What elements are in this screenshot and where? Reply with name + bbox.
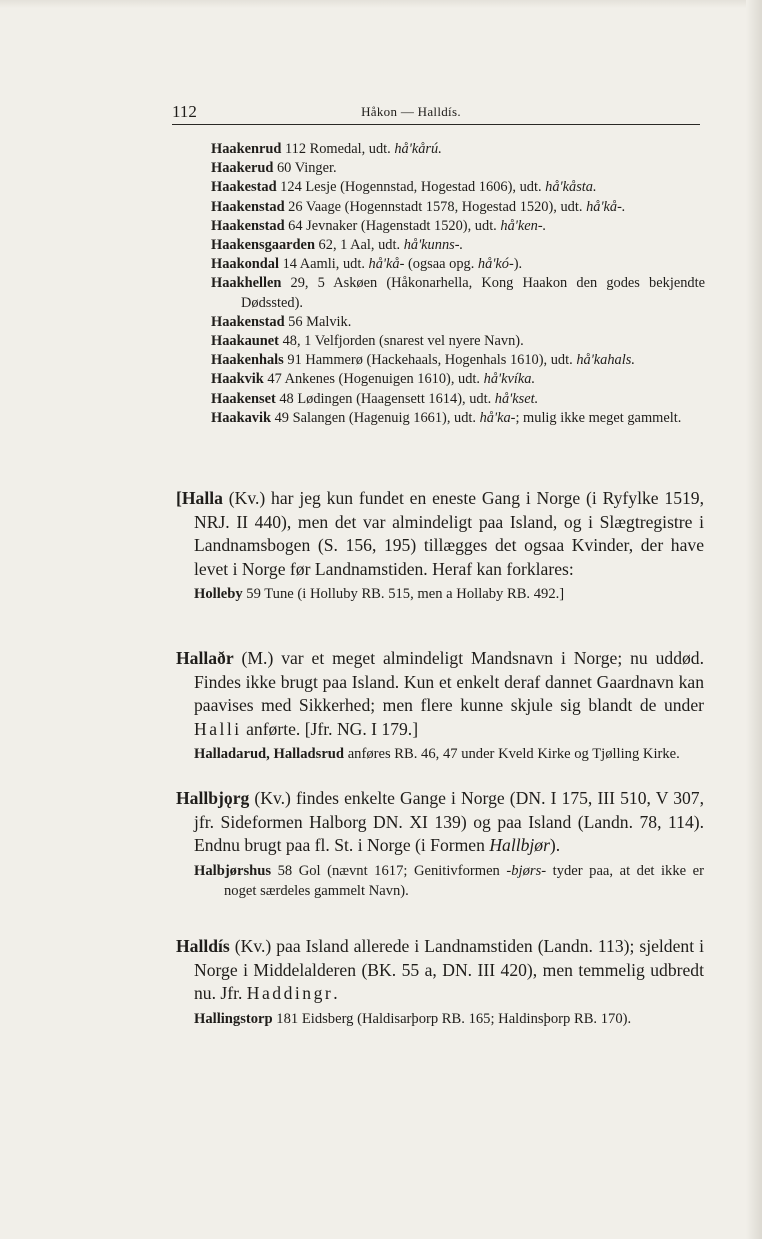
entry-name: Haakvik: [211, 371, 264, 388]
page-number: 112: [172, 102, 197, 121]
headword: Hallbjǫrg: [176, 788, 250, 808]
entry-name: Holleby: [194, 586, 243, 603]
entry: Haakensgaarden 62, 1 Aal, udt. hå'kunns-.: [211, 237, 464, 254]
sub-entry: Holleby 59 Tune (i Holluby RB. 515, men a Hollaby RB. 492.]: [194, 586, 565, 603]
entry-name: Haakaunet: [211, 333, 279, 350]
page-top-edge: [0, 0, 762, 8]
entry: Haakvik 47 Ankenes (Hogenuigen 1610), udt. hå'kvíka.: [211, 371, 536, 388]
entry-name: Haakenhals: [211, 352, 284, 369]
sub-entry: Halbjørshus 58 Gol (nævnt 1617; Genitivformen -bjørs- tyder paa, at det ikke er noget særdeles gammelt Navn).: [194, 862, 704, 899]
entry: Haakavik 49 Salangen (Hagenuig 1661), udt. hå'ka-; mulig ikke meget gammelt.: [211, 409, 682, 426]
entry-name: Hallingstorp: [194, 1010, 273, 1027]
headword: [Halla: [176, 488, 223, 508]
entry: Haakenset 48 Lødingen (Haagensett 1614), udt. hå'kset.: [211, 390, 539, 407]
entry-name: Haakenstad: [211, 217, 285, 234]
entry-name: Haakerud: [211, 160, 274, 177]
article-hallbjorg: Hallbjǫrg (Kv.) findes enkelte Gange i Norge (DN. I 175, III 510, V 307, jfr. Sideformen Halborg DN. XI 139) og paa Island (Landn. 78, 114). Endnu brugt paa fl. St. i Norge (i Formen Hallbjør). Halbjørshus 58 Gol (nævnt 1617; Genitivformen -bjørs- tyder paa, at det ikke er noget særdeles gammelt Navn).: [176, 787, 704, 901]
article-halldis: Halldís (Kv.) paa Island allerede i Landnamstiden (Landn. 113); sjeldent i Norge i Middelalderen (BK. 55 a, DN. III 420), men temmelig udbredt nu. Jfr. Haddingr. Hallingstorp 181 Eidsberg (Haldisarþorp RB. 165; Haldinsþorp RB. 170).: [176, 935, 704, 1030]
entry: Haakerud 60 Vinger.: [211, 160, 337, 177]
entry-name: Halbjørshus: [194, 862, 272, 879]
headword: Hallaðr: [176, 648, 234, 668]
entry-name: Halladarud, Halladsrud: [194, 746, 345, 763]
headword: Halldís: [176, 936, 230, 956]
entry-name: Haakensgaarden: [211, 237, 315, 254]
entry: Haakaunet 48, 1 Velfjorden (snarest vel nyere Navn).: [211, 333, 524, 350]
entry: Haakenhals 91 Hammerø (Hackehaals, Hogenhals 1610), udt. hå'kahals.: [211, 352, 635, 369]
entry: Haakestad 124 Lesje (Hogennstad, Hogestad 1606), udt. hå'kåsta.: [211, 179, 597, 196]
entry-name: Haakenset: [211, 390, 276, 407]
entry-name: Haakenstad: [211, 198, 285, 215]
page-right-edge: [746, 0, 762, 1239]
article-halla: [Halla (Kv.) har jeg kun fundet en eneste Gang i Norge (i Ryfylke 1519, NRJ. II 440), men det var almindeligt paa Island, og i Slægtregistre i Landnamsbogen (S. 156, 195) tillægges det ogsaa Kvinder, der have levet i Norge før Landnamstiden. Heraf kan forklares: Holleby 59 Tune (i Holluby RB. 515, men a Hollaby RB. 492.]: [176, 487, 704, 605]
sub-entry: Hallingstorp 181 Eidsberg (Haldisarþorp RB. 165; Haldinsþorp RB. 170).: [194, 1010, 632, 1027]
entry: Haakondal 14 Aamli, udt. hå'kå- (ogsaa opg. hå'kó-).: [211, 256, 523, 273]
entry-name: Haakondal: [211, 256, 279, 273]
header-rule: [172, 124, 700, 125]
entry-name: Haakhellen: [211, 275, 282, 292]
entry-name: Haakestad: [211, 179, 277, 196]
entry-name: Haakavik: [211, 409, 271, 426]
haakon-entry-list: [211, 140, 705, 428]
entry: Haakenstad 64 Jevnaker (Hagenstadt 1520), udt. hå'ken-.: [211, 217, 547, 234]
article-hallador: Hallaðr (M.) var et meget almindeligt Mandsnavn i Norge; nu uddød. Findes ikke brugt paa Island. Kun et enkelt deraf dannet Gaardnavn kan paavises med Sikkerhed; men flere kunne skjule sig blandt de under Halli anførte. [Jfr. NG. I 179.] Halladarud, Halladsrud anføres RB. 46, 47 under Kveld Kirke og Tjølling Kirke.: [176, 647, 704, 765]
sub-entry: Halladarud, Halladsrud anføres RB. 46, 47 under Kveld Kirke og Tjølling Kirke.: [194, 746, 680, 763]
entry: Haakenstad 56 Malvik.: [211, 313, 352, 330]
entry-name: Haakenrud: [211, 141, 282, 157]
entry-name: Haakenstad: [211, 313, 285, 330]
entry: Haakhellen 29, 5 Askøen (Håkonarhella, Kong Haakon den godes bekjendte Dødssted).: [211, 275, 705, 311]
entry: Haakenrud 112 Romedal, udt. hå'kårú.: [211, 141, 442, 157]
running-title: Håkon — Halldís.: [361, 104, 461, 119]
entry: Haakenstad 26 Vaage (Hogennstadt 1578, Hogestad 1520), udt. hå'kå-.: [211, 198, 626, 215]
